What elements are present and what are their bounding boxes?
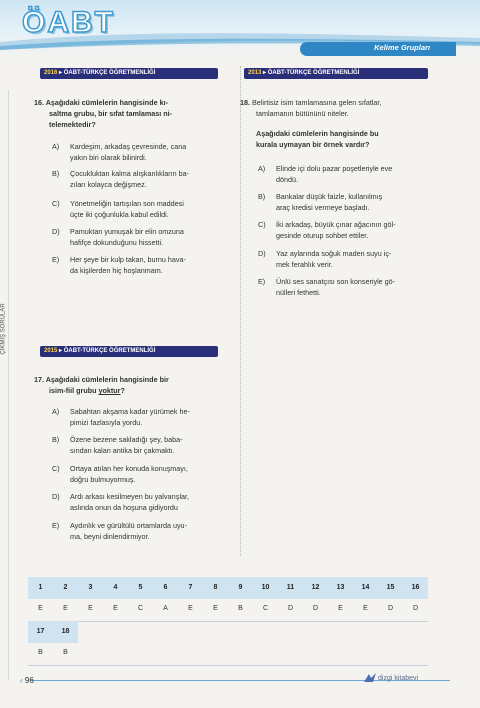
option-line: üçte iki çoğunlukla kabul edildi. [70,210,169,219]
question-16-stem [34,97,229,108]
option-17-c [52,463,232,485]
answer-key-numbers-row-1 [28,577,428,599]
header-banner [0,0,480,58]
answer-key-answer: E [63,605,68,612]
answer-key-answer: E [88,605,93,612]
option-letter: B) [258,192,266,201]
option-line: Her şeye bir kulp takan, burnu hava- [70,255,186,264]
answer-key-answer: E [338,605,343,612]
option-line: Ardı arkası kesilmeyen bu yalvarışlar, [70,492,190,501]
option-letter: A) [258,164,266,173]
option-16-d [52,226,232,248]
option-16-e [52,254,232,276]
option-line: nülleri fethetti. [276,288,321,297]
publisher-logo-icon [363,672,377,684]
answer-key-question-number: 13 [336,584,345,591]
option-line: aslında onun da hoşuna gidiyordu [70,503,178,512]
side-label-text: ÇIKMIŞ SORULAR [0,303,7,355]
question-18 [240,97,440,150]
stem-line: telemektedir? [49,120,96,129]
option-18-e [258,276,438,298]
option-line: Çocukluktan kalma alışkanlıkların ba- [70,169,190,178]
option-16-c [52,198,232,220]
section-header-2015: 2015 ▸ ÖABT-TÜRKÇE ÖĞRETMENLİĞİ [40,346,218,357]
option-line: Kardeşim, arkadaş çevresinde, cana [70,142,187,151]
intro-line: tamlamanın bütününü niteler. [256,109,349,118]
option-letter: E) [52,255,60,264]
option-letter: E) [52,521,60,530]
answer-key-question-number: 3 [88,584,93,591]
intro-line: Belirtisiz isim tamlamasına gelen sıfatlar, [252,98,382,107]
stem-line: kurala uymayan bir örnek vardır? [256,140,370,149]
page-number [20,676,34,685]
stem-part: isim-fiil grubu [49,386,99,395]
option-17-b [52,434,232,456]
answer-key-answer: D [412,605,419,612]
option-line: yakın biri olarak bilinirdi. [70,153,147,162]
answer-key-question-number: 15 [386,584,395,591]
option-line: Yaz aylarında soğuk maden suyu iç- [276,249,392,258]
option-line: Ortaya atılan her konuda konuşmayı, [70,464,188,473]
option-line: pimizi fazlasıyla yordu. [70,418,143,427]
option-line: Aydınlık ve gürültülü ortamlarda uyu- [70,521,187,530]
option-line: Özene bezene sakladığı şey, baba- [70,435,183,444]
answer-key-answer: E [188,605,193,612]
question-number: 18. [240,98,250,107]
section-title: ÖABT-TÜRKÇE ÖĞRETMENLİĞİ [267,70,360,76]
option-line: sından kalan antika bir çakmaktı. [70,446,175,455]
side-label [2,304,14,364]
answer-key-question-number: 18 [61,628,70,635]
stem-part: ? [120,386,125,395]
option-line: doğru bulmuyormuş. [70,475,136,484]
option-line: döndü. [276,175,298,184]
answer-key-question-number: 11 [286,584,295,591]
topic-title: Kelime Grupları [374,43,430,52]
answer-key-answers-row-1 [28,599,428,622]
option-17-d [52,491,232,513]
option-line: hafifçe dokunduğunu hissetti. [70,238,164,247]
section-header-2016: 2016 ▸ ÖABT-TÜRKÇE ÖĞRETMENLİĞİ [40,68,218,79]
option-letter: C) [258,220,266,229]
stem-line: Aşağıdaki cümlelerin hangisinde bu [256,129,379,138]
option-18-b [258,191,438,213]
stem-line: saltma grubu, bir sıfat tamlaması ni- [49,109,173,118]
answer-key-answers-row-2 [28,643,428,666]
answer-key-question-number: 6 [163,584,168,591]
topic-bar [300,42,456,56]
option-letter: D) [52,227,60,236]
answer-key-answer: E [113,605,118,612]
section-title: ÖABT-TÜRKÇE ÖĞRETMENLİĞİ [63,348,156,354]
option-line: ma, beyni dinlendirmiyor. [70,532,150,541]
option-17-a [52,406,232,428]
answer-key-question-number: 16 [411,584,420,591]
option-line: Ünlü ses sanatçısı son konseriyle gö- [276,277,396,286]
answer-key-question-number: 14 [361,584,370,591]
option-letter: E) [258,277,266,286]
answer-key-question-number: 12 [311,584,320,591]
option-letter: D) [52,492,60,501]
option-letter: A) [52,407,60,416]
question-17 [34,374,229,396]
stem-line [34,385,229,396]
option-line: Bankalar düşük faizle, kullanılmış [276,192,383,201]
answer-key-answer: A [163,605,168,612]
option-line: da kişilerden hiç hoşlanmam. [70,266,163,275]
answer-key-question-number: 4 [113,584,118,591]
question-number: 16. [34,98,44,107]
answer-key-question-number: 7 [188,584,193,591]
answer-key-answer: E [38,605,43,612]
answer-key-question-number: 10 [261,584,270,591]
answer-key-answer: E [213,605,218,612]
section-title: ÖABT-TÜRKÇE ÖĞRETMENLİĞİ [63,70,156,76]
question-16 [34,97,229,130]
option-line: Pamuktan yumuşak bir elin omzuna [70,227,184,236]
answer-key [28,577,428,661]
option-line: araç kredisi vermeye başladı. [276,203,370,212]
option-16-a [52,141,232,163]
option-line: Elinde içi dolu pazar poşetleriyle eve [276,164,393,173]
option-line: İki arkadaş, büyük çınar ağacının göl- [276,220,396,229]
option-letter: C) [52,464,60,473]
option-letter: A) [52,142,60,151]
side-rule [8,90,9,680]
option-letter: C) [52,199,60,208]
option-line: mek ferahlık verir. [276,260,333,269]
stem-emphasis: yoktur [98,386,121,395]
answer-key-question-number: 9 [238,584,243,591]
answer-key-answer: D [287,605,294,612]
stem-line: Aşağıdaki cümlelerin hangisinde kı- [45,98,168,107]
question-number: 17. [34,375,44,384]
option-18-a [258,163,438,185]
page-number-text: 96 [24,676,34,685]
option-line: zıları kolayca değişmez. [70,180,147,189]
question-17-stem [34,374,229,385]
answer-key-answer: D [387,605,394,612]
question-18-intro [240,97,440,108]
publisher-name: dizgi kitabevi [378,675,419,682]
option-letter: B) [52,435,60,444]
answer-key-numbers-row-2 [28,621,78,643]
section-year: 2015 [44,348,58,354]
answer-key-answer: B [38,649,43,656]
option-letter: B) [52,169,60,178]
answer-key-question-number: 17 [36,628,45,635]
option-18-c [258,219,438,241]
option-17-e [52,520,232,542]
page-arrow-icon: ‹ [20,676,23,685]
answer-key-answer: C [137,605,144,612]
option-18-d [258,248,438,270]
answer-key-question-number: 5 [138,584,143,591]
answer-key-answer: B [238,605,243,612]
answer-key-answer: D [312,605,319,612]
option-letter: D) [258,249,266,258]
answer-key-question-number: 1 [38,584,43,591]
oabt-logo: ÖABT [22,6,115,39]
section-year: 2013 [248,70,262,76]
section-header-2013: 2013 ▸ ÖABT-TÜRKÇE ÖĞRETMENLİĞİ [244,68,428,79]
stem-line: Aşağıdaki cümlelerin hangisinde bir [45,375,169,384]
answer-key-question-number: 2 [63,584,68,591]
answer-key-answer: B [63,649,68,656]
option-line: gesinde oturup sohbet ettiler. [276,231,369,240]
answer-key-answer: E [363,605,368,612]
option-16-b [52,168,232,190]
section-year: 2016 [44,70,58,76]
option-line: Yönetmeliğin tartışılan son maddesi [70,199,184,208]
answer-key-question-number: 8 [213,584,218,591]
option-line: Sabahtan akşama kadar yürümek he- [70,407,190,416]
answer-key-answer: C [262,605,269,612]
